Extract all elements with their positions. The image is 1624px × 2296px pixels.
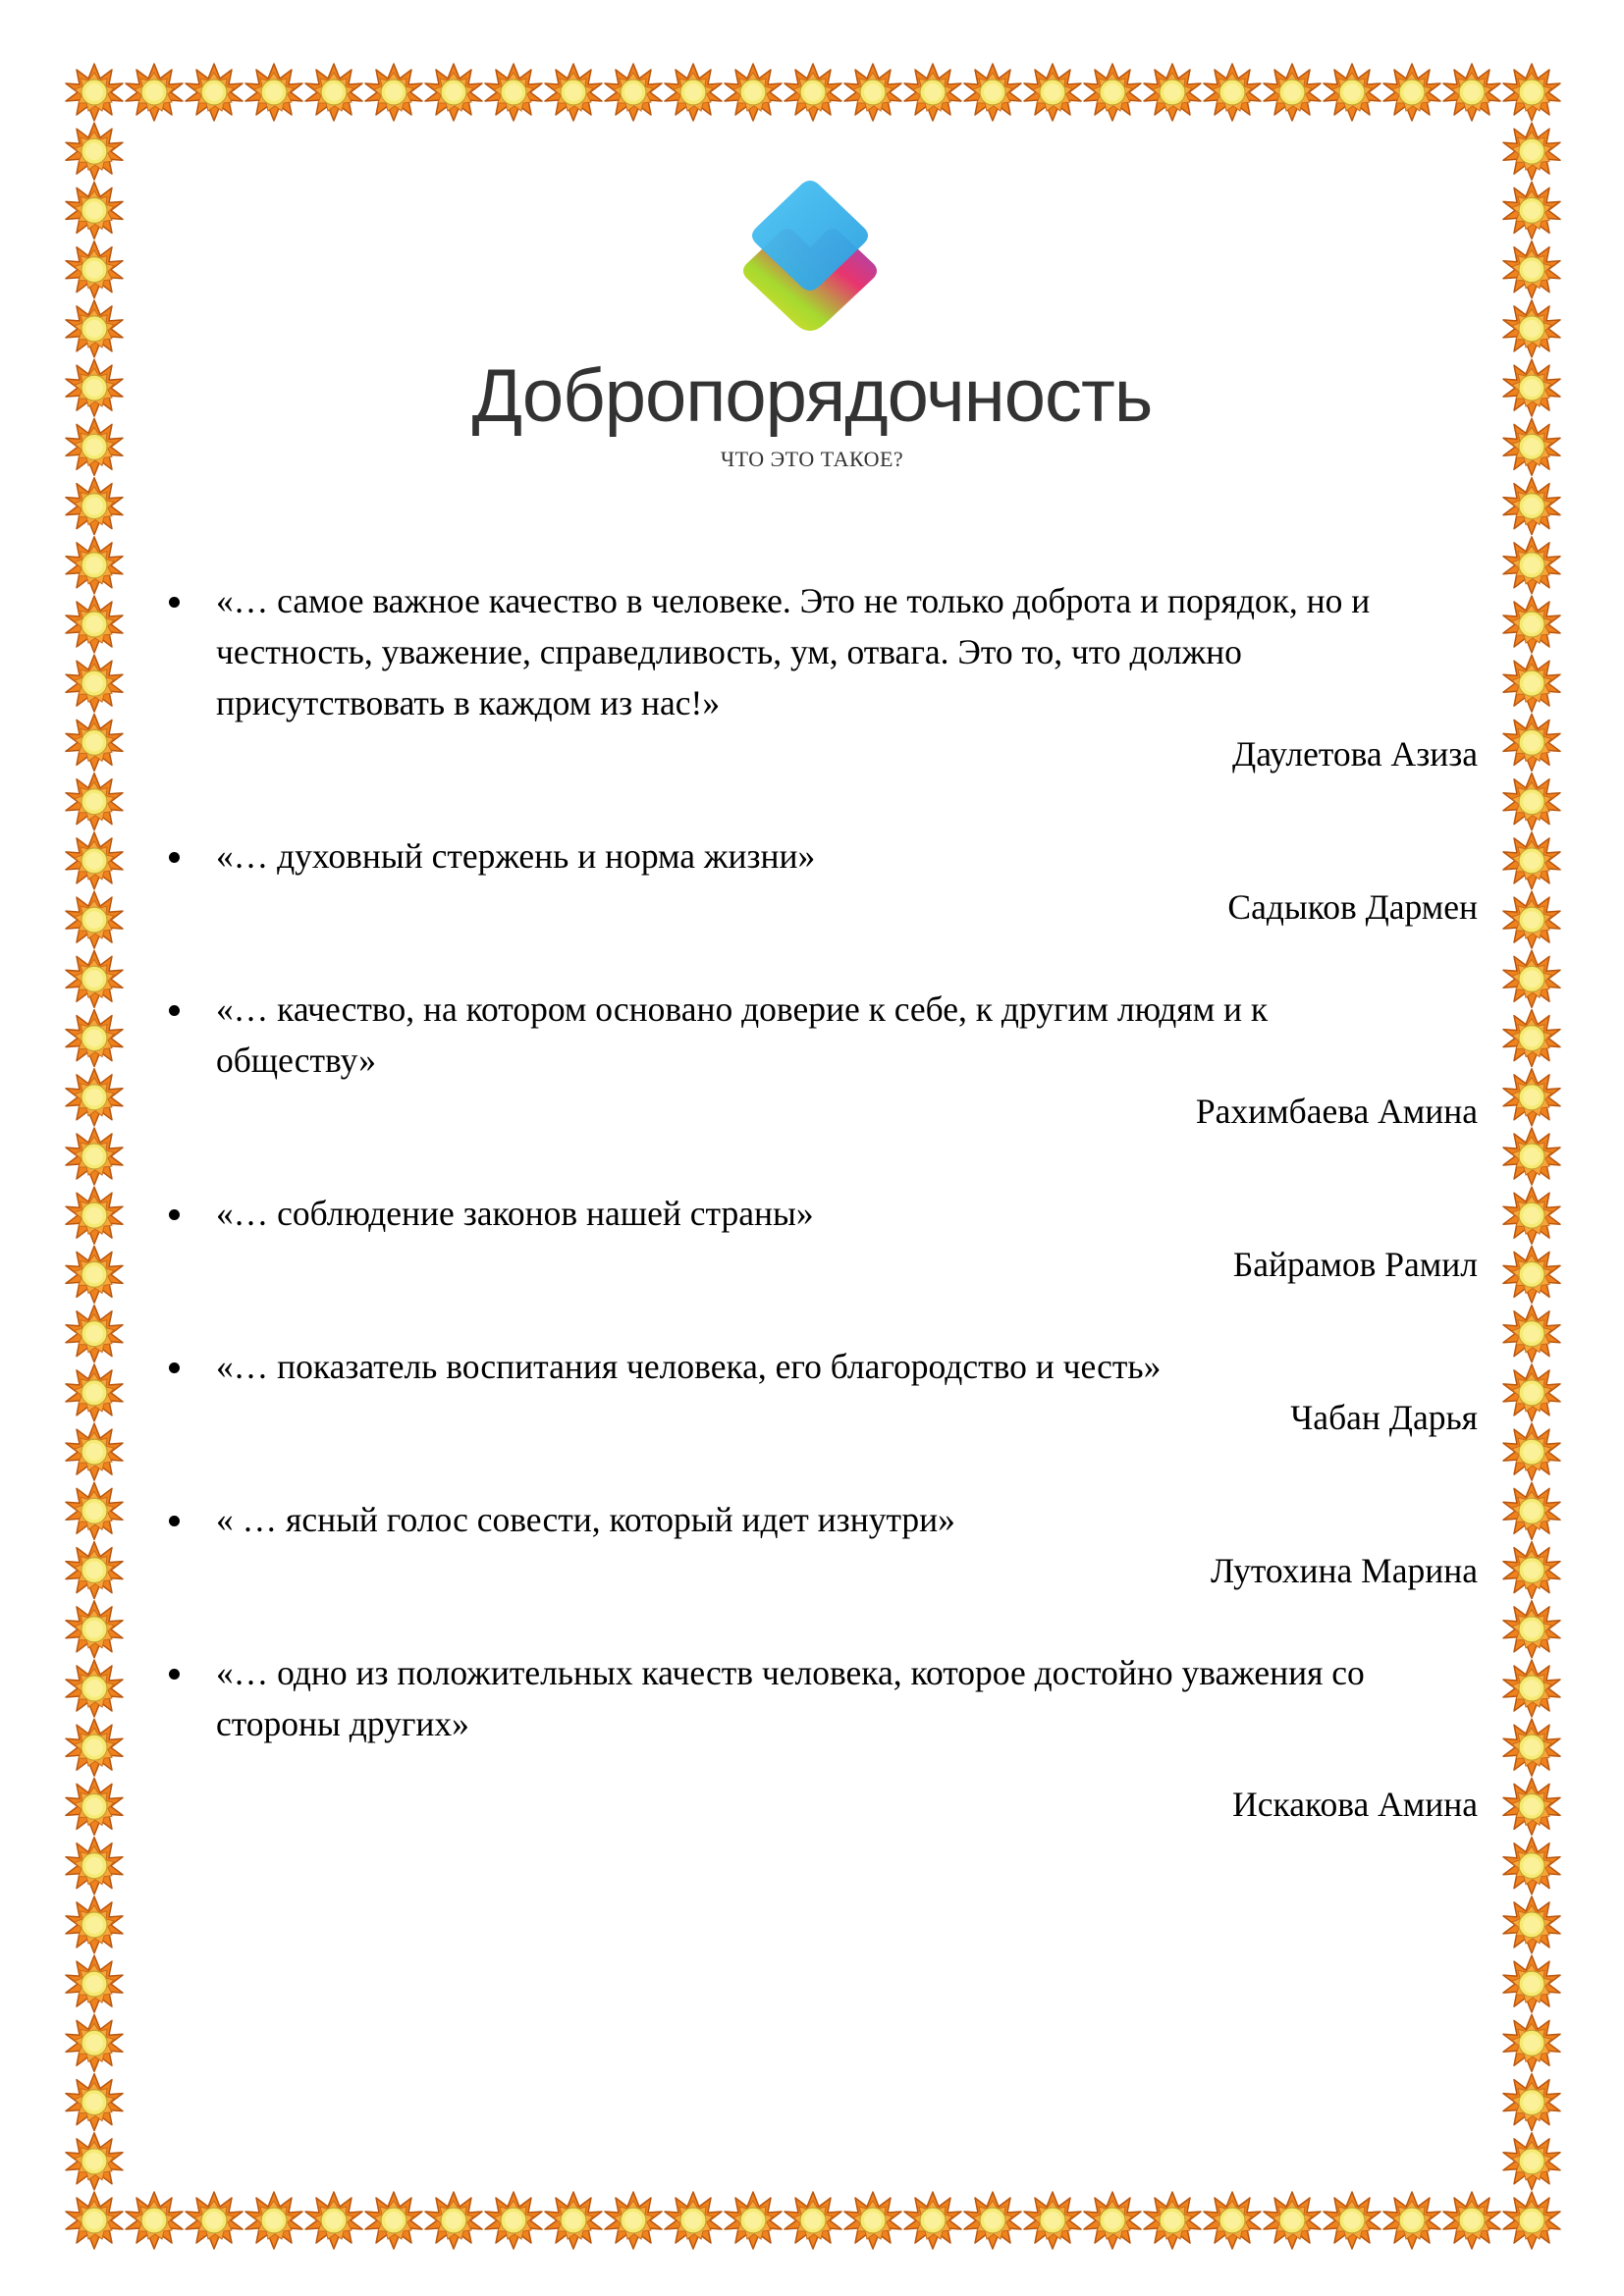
sun-icon [1264, 2192, 1321, 2249]
sun-icon [1503, 596, 1560, 653]
sun-icon [1503, 950, 1560, 1007]
sun-icon [844, 2192, 901, 2249]
quote-author: Рахимбаева Амина [1195, 1092, 1478, 1131]
list-item [157, 1341, 1478, 1443]
sun-icon [66, 1364, 123, 1421]
sun-icon [1324, 64, 1380, 121]
sun-icon [1443, 2192, 1500, 2249]
sun-icon [1264, 64, 1321, 121]
sun-icon [305, 2192, 362, 2249]
quote-author: Садыков Дармен [1227, 887, 1478, 927]
list-item [157, 1494, 1478, 1596]
logo-icon [727, 175, 893, 342]
sun-icon [66, 1423, 123, 1480]
quote-author: Даулетова Азиза [1232, 734, 1478, 774]
sun-icon [904, 2192, 961, 2249]
sun-icon [665, 2192, 722, 2249]
sun-icon [66, 478, 123, 535]
list-item [157, 984, 1478, 1137]
quote-text: «… показатель воспитания человека, его благородство и честь» [216, 1347, 1162, 1386]
sun-icon [66, 1482, 123, 1539]
sun-icon [1503, 182, 1560, 239]
sun-icon [964, 2192, 1021, 2249]
sun-icon [1144, 2192, 1201, 2249]
sun-icon [1084, 2192, 1141, 2249]
sun-icon [66, 596, 123, 653]
sun-icon [545, 2192, 602, 2249]
sun-icon [66, 241, 123, 298]
sun-icon [1503, 2074, 1560, 2131]
sun-icon [66, 1010, 123, 1067]
sun-icon [1084, 64, 1141, 121]
sun-icon [66, 774, 123, 830]
sun-icon [126, 2192, 183, 2249]
sun-icon [1383, 2192, 1440, 2249]
sun-icon [1024, 2192, 1081, 2249]
sun-icon [126, 64, 183, 121]
sun-icon [1144, 64, 1201, 121]
sun-icon [1503, 2014, 1560, 2071]
quote-author: Байрамов Рамил [1232, 1245, 1478, 1284]
sun-icon [66, 1719, 123, 1776]
sun-icon [66, 300, 123, 357]
sun-icon [66, 1246, 123, 1303]
sun-icon [1503, 774, 1560, 830]
sun-icon [844, 64, 901, 121]
list-item [157, 1188, 1478, 1290]
sun-icon [66, 537, 123, 594]
sun-icon [66, 1896, 123, 1953]
sun-icon [1503, 478, 1560, 535]
list-item [157, 1647, 1478, 1830]
sun-icon [1204, 64, 1261, 121]
sun-icon [66, 1660, 123, 1717]
quote-text: «… духовный стержень и норма жизни» [216, 836, 816, 876]
sun-icon [66, 64, 123, 121]
sun-icon [485, 64, 542, 121]
sun-icon [964, 64, 1021, 121]
sun-icon [1503, 1778, 1560, 1835]
sun-icon [66, 182, 123, 239]
quote-author: Искакова Амина [1232, 1785, 1478, 1824]
sun-icon [1503, 1306, 1560, 1362]
sun-icon [66, 1069, 123, 1126]
sun-icon [245, 64, 302, 121]
sun-icon [1443, 64, 1500, 121]
sun-icon [1503, 1896, 1560, 1953]
sun-icon [1503, 891, 1560, 948]
sun-icon [1503, 1423, 1560, 1480]
sun-icon [66, 1306, 123, 1362]
quote-text: « … ясный голос совести, который идет изнутри» [216, 1500, 955, 1539]
sun-icon [785, 2192, 841, 2249]
sun-icon [665, 64, 722, 121]
sun-icon [1204, 2192, 1261, 2249]
sun-icon [66, 714, 123, 771]
sun-icon [66, 1955, 123, 2012]
quote-list [157, 575, 1478, 1830]
sun-icon [365, 64, 422, 121]
sun-icon [1503, 1955, 1560, 2012]
list-item [157, 830, 1478, 933]
sun-icon [365, 2192, 422, 2249]
sun-icon [485, 2192, 542, 2249]
sun-icon [605, 64, 662, 121]
sun-icon [1503, 1719, 1560, 1776]
sun-icon [66, 950, 123, 1007]
sun-icon [66, 891, 123, 948]
sun-icon [1503, 832, 1560, 889]
sun-icon [66, 123, 123, 180]
sun-icon [1503, 1364, 1560, 1421]
sun-icon [66, 1778, 123, 1835]
sun-icon [1503, 1601, 1560, 1658]
sun-icon [1503, 1660, 1560, 1717]
sun-icon [1503, 1482, 1560, 1539]
sun-icon [904, 64, 961, 121]
sun-icon [186, 2192, 243, 2249]
sun-icon [1503, 1128, 1560, 1185]
sun-icon [66, 1838, 123, 1895]
quote-text: «… качество, на котором основано доверие к себе, к другим людям и к обществу» [216, 989, 1269, 1080]
sun-icon [1503, 1069, 1560, 1126]
list-item [157, 575, 1478, 779]
quote-author: Чабан Дарья [1290, 1398, 1478, 1437]
sun-icon [66, 1601, 123, 1658]
sun-icon [66, 1128, 123, 1185]
sun-icon [1024, 64, 1081, 121]
sun-icon [1324, 2192, 1380, 2249]
sun-icon [425, 2192, 482, 2249]
sun-icon [1503, 2192, 1560, 2249]
page-subtitle: ЧТО ЭТО ТАКОЕ? [720, 447, 904, 471]
sun-icon [1503, 1010, 1560, 1067]
sun-icon [725, 64, 782, 121]
sun-icon [1503, 300, 1560, 357]
sun-icon [1503, 1187, 1560, 1244]
quote-text: «… самое важное качество в человеке. Это не только доброта и порядок, но и честность, уважение, справедливость, ум, отвага. Это то, что должно присутствовать в каждом из нас!» [216, 581, 1371, 722]
sun-icon [66, 2192, 123, 2249]
quote-text: «… соблюдение законов нашей страны» [216, 1194, 814, 1233]
sun-icon [785, 64, 841, 121]
sun-icon [1503, 123, 1560, 180]
sun-icon [1503, 64, 1560, 121]
sun-icon [66, 2014, 123, 2071]
page-title: Добропорядочность [471, 354, 1153, 438]
sun-icon [245, 2192, 302, 2249]
sun-icon [1383, 64, 1440, 121]
sun-icon [605, 2192, 662, 2249]
sun-icon [1503, 655, 1560, 712]
sun-icon [66, 2074, 123, 2131]
quote-text: «… одно из положительных качеств человека, которое достойно уважения со стороны других» [216, 1653, 1365, 1743]
sun-icon [186, 64, 243, 121]
sun-icon [305, 64, 362, 121]
sun-icon [66, 1542, 123, 1599]
sun-icon [66, 1187, 123, 1244]
sun-icon [1503, 241, 1560, 298]
sun-icon [1503, 1838, 1560, 1895]
sun-icon [545, 64, 602, 121]
sun-icon [66, 2133, 123, 2190]
sun-icon [1503, 714, 1560, 771]
quote-author: Лутохина Марина [1210, 1551, 1478, 1590]
sun-icon [1503, 537, 1560, 594]
sun-icon [66, 655, 123, 712]
sun-icon [725, 2192, 782, 2249]
sun-icon [1503, 1542, 1560, 1599]
sun-icon [66, 832, 123, 889]
sun-icon [1503, 2133, 1560, 2190]
sun-icon [1503, 1246, 1560, 1303]
sun-icon [425, 64, 482, 121]
